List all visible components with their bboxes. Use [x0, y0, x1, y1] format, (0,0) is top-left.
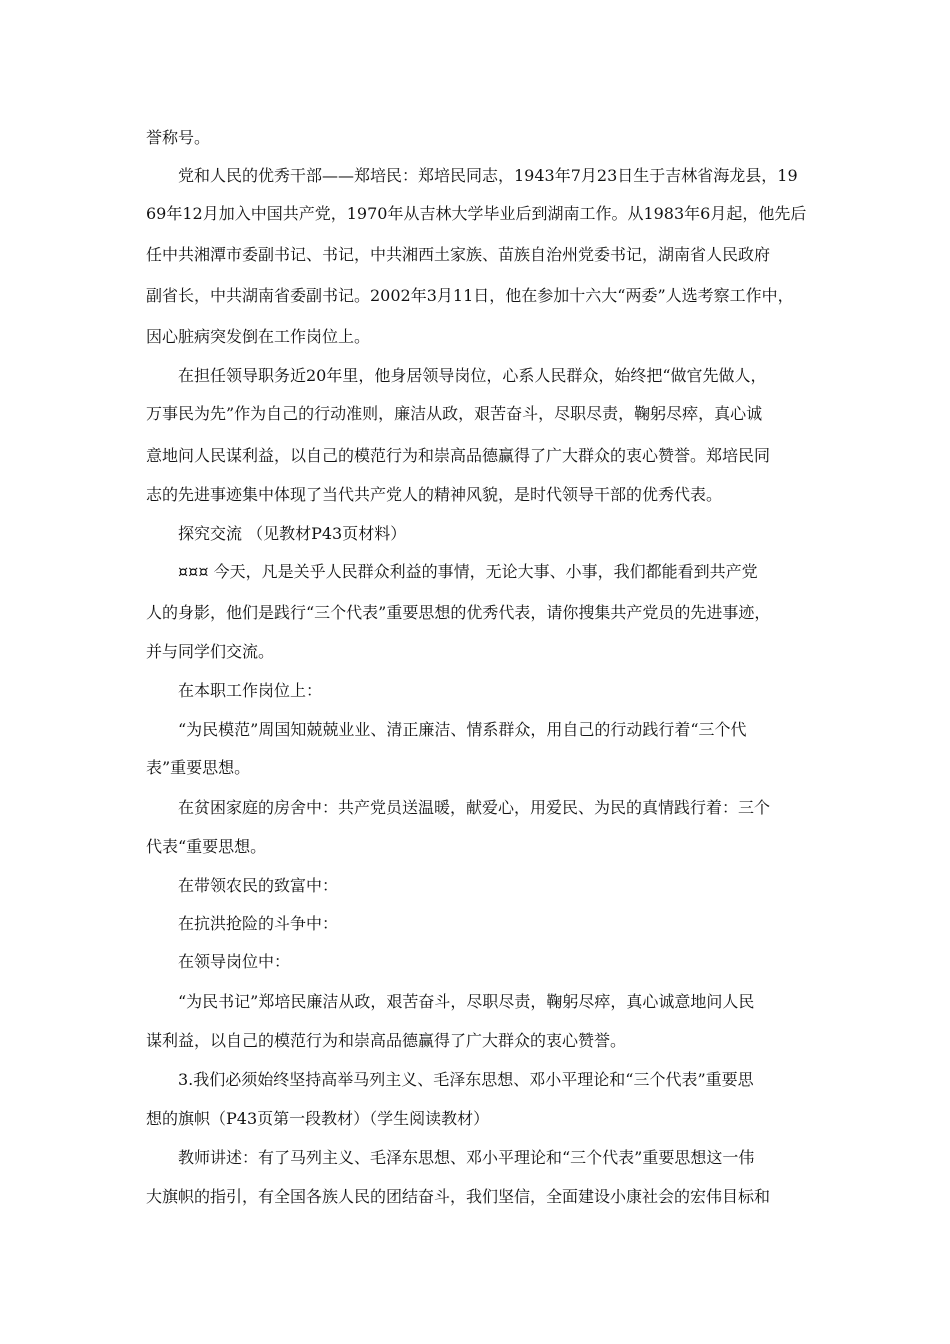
text-line: 并与同学们交流。 [146, 642, 275, 661]
text-line: 誉称号。 [146, 128, 211, 147]
text-line: 69年12月加入中国共产党，1970年从吉林大学毕业后到湖南工作。从1983年6月起，他先后 [146, 204, 807, 223]
text-line: 大旗帜的指引，有全国各族人民的团结奋斗，我们坚信，全面建设小康社会的宏伟目标和 [146, 1187, 771, 1206]
text-line: 在带领农民的致富中： [178, 876, 339, 895]
text-line: 表”重要思想。 [146, 758, 251, 777]
text-line: 代表“重要思想。 [146, 837, 267, 856]
paragraph-poor-families: 在贫困家庭的房舍中：共产党员送温暖，献爱心，用爱民、为民的真情践行着：三个 [178, 798, 771, 817]
paragraph-point-3: 3.我们必须始终坚持高举马列主义、毛泽东思想、邓小平理论和“三个代表”重要思 [178, 1070, 754, 1089]
text-line: 万事民为先”作为自己的行动准则，廉洁从政，艰苦奋斗，尽职尽责，鞠躬尽瘁，真心诚 [146, 404, 763, 423]
section-heading-explore: 探究交流 （见教材P43页材料） [178, 524, 407, 543]
text-line: 志的先进事迹集中体现了当代共产党人的精神风貌，是时代领导干部的优秀代表。 [146, 485, 723, 504]
text-line: 想的旗帜（P43页第一段教材）（学生阅读教材） [146, 1109, 490, 1128]
text-line: 谋利益，以自己的模范行为和崇高品德赢得了广大群众的衷心赞誉。 [146, 1031, 627, 1050]
text-line: 在领导岗位中： [178, 952, 291, 971]
paragraph-model: “为民模范”周国知兢兢业业、清正廉洁、情系群众，用自己的行动践行着“三个代 [178, 720, 747, 739]
text-line: 因心脏病突发倒在工作岗位上。 [146, 327, 371, 346]
paragraph-leadership: 在担任领导职务近20年里，他身居领导岗位，心系人民群众，始终把“做官先做人， [178, 366, 767, 385]
paragraph-explore: ¤¤¤ 今天，凡是关乎人民群众利益的事情，无论大事、小事，我们都能看到共产党 [178, 562, 758, 581]
text-line: 在本职工作岗位上： [178, 681, 323, 700]
text-line: 任中共湘潭市委副书记、书记，中共湘西土家族、苗族自治州党委书记，湖南省人民政府 [146, 245, 771, 264]
paragraph-secretary: “为民书记”郑培民廉洁从政，艰苦奋斗，尽职尽责，鞠躬尽瘁，真心诚意地问人民 [178, 992, 755, 1011]
paragraph-teacher: 教师讲述：有了马列主义、毛泽东思想、邓小平理论和“三个代表”重要思想这一伟 [178, 1148, 755, 1167]
paragraph-zheng-peimin: 党和人民的优秀干部——郑培民：郑培民同志，1943年7月23日生于吉林省海龙县，19 [178, 166, 798, 185]
text-line: 副省长，中共湖南省委副书记。2002年3月11日，他在参加十六大“两委”人选考察工作中， [146, 286, 794, 305]
text-line: 意地问人民谋利益，以自己的模范行为和崇高品德赢得了广大群众的衷心赞誉。郑培民同 [146, 446, 771, 465]
text-line: 人的身影，他们是践行“三个代表”重要思想的优秀代表，请你搜集共产党员的先进事迹， [146, 603, 771, 622]
text-line: 在抗洪抢险的斗争中： [178, 914, 339, 933]
